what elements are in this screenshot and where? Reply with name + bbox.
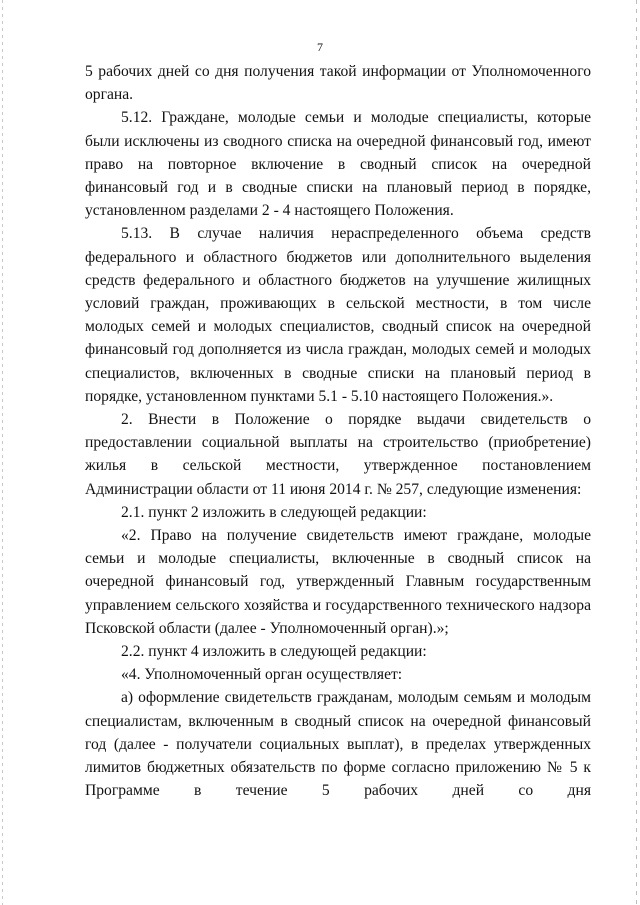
paragraph-item-2-2: 2.2. пункт 4 изложить в следующей редакции: xyxy=(121,643,427,661)
paragraph-continuation: 5 рабочих дней со дня получения такой информации от Уполномоченного органа. xyxy=(85,63,591,104)
paragraph-item-2: 2. Внести в Положение о порядке выдачи свидетельств о предоставлении социальной выплаты на строительство (приобретение) жилья в сельской местности, утвержденное постановлением Администрации области от 11 июня 2014 г. № 257, следующие изменения: xyxy=(85,411,591,498)
paragraph-quote-4: «4. Уполномоченный орган осуществляет: xyxy=(121,666,403,684)
paragraph-item-a: а) оформление свидетельств гражданам, молодым семьям и молодым специалистам, включенным в сводный список на очередной финансовый год (далее - получатели социальных выплат), в пределах утвержденных лимитов бюджетных обязательств по форме согласно приложению № 5 к Программе в течение 5 рабочих дней со дня xyxy=(85,689,591,800)
page-number: 7 xyxy=(317,40,323,54)
paragraph-item-2-1: 2.1. пункт 2 изложить в следующей редакции: xyxy=(121,503,427,521)
scan-edge-right xyxy=(636,0,637,905)
paragraph-5-12: 5.12. Граждане, молодые семьи и молодые специалисты, которые были исключены из сводного списка на очередной финансовый год, имеют право на повторное включение в сводный список на очередной финансовый год и в сводные списки на плановый период в порядке, установленном разделами 2 - 4 настоящего Положения. xyxy=(85,109,591,220)
scan-edge-left xyxy=(2,0,3,905)
paragraph-5-13: 5.13. В случае наличия нераспределенного объема средств федерального и областного бюджетов или дополнительного выделения средств федерального и областного бюджетов на улучшение жилищных условий граждан, проживающих в сельской местности, в том числе молодых семей и молодых специалистов, сводный список на очередной финансовый год дополняется из числа граждан, молодых семей и молодых специалистов, включенных в сводные списки на плановый период в порядке, установленном пунктами 5.1 - 5.10 настоящего Положения.». xyxy=(85,225,591,405)
paragraph-quote-2: «2. Право на получение свидетельств имеют граждане, молодые семьи и молодые специалисты, включенные в сводный список на очередной финансовый год, утвержденный Главным государственным управлением сельского хозяйства и государственного технического надзора Псковской области (далее - Уполномоченный орган).»; xyxy=(85,527,591,637)
document-body xyxy=(85,60,591,803)
